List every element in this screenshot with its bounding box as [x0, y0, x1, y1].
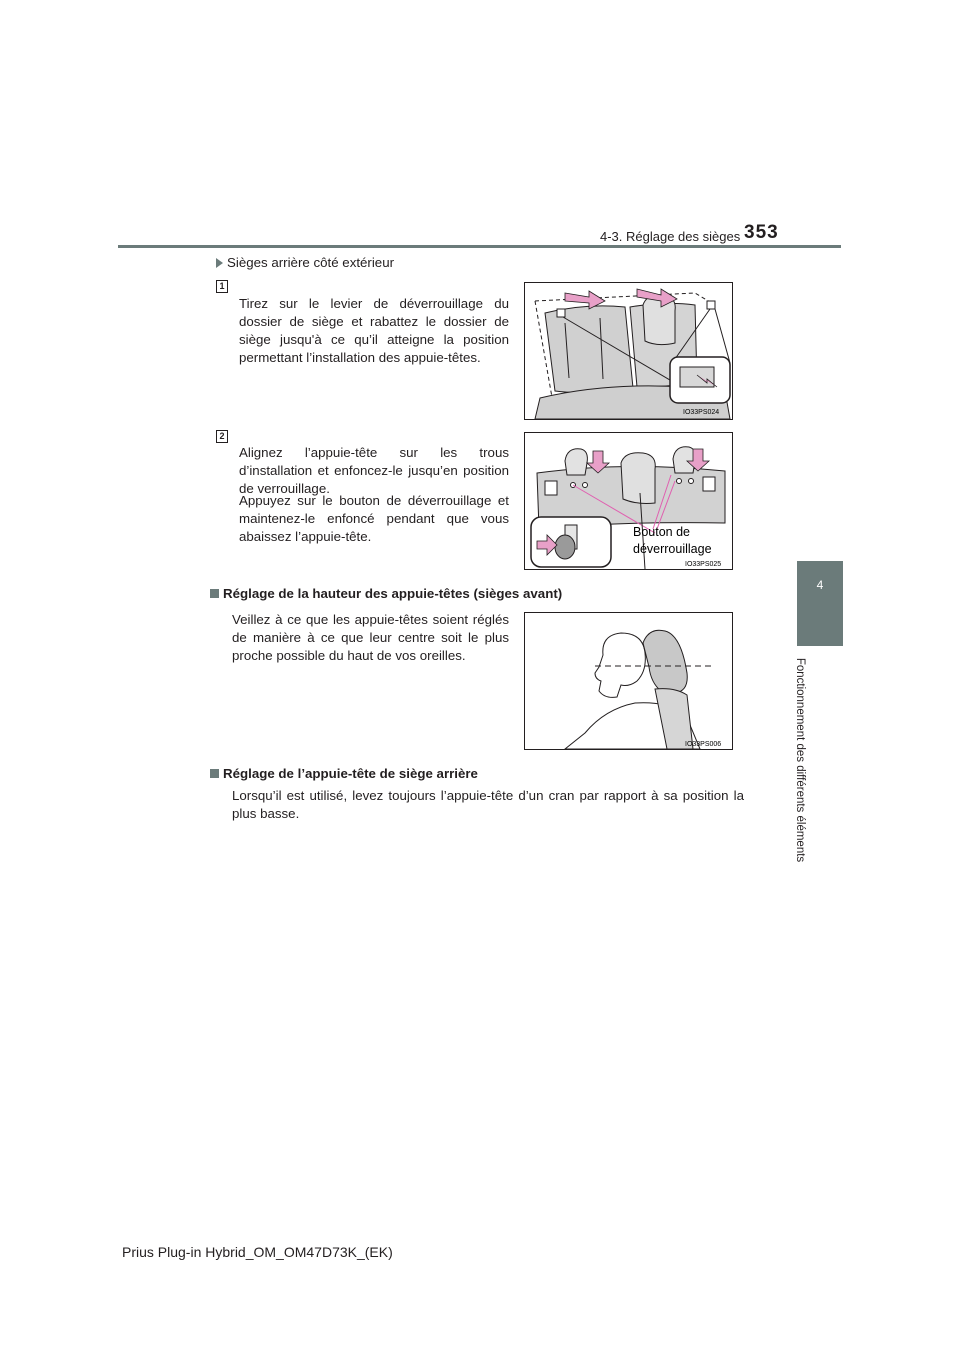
- header-rule: [118, 245, 841, 248]
- release-button-label-1: Bouton de: [633, 525, 690, 539]
- figure-rear-seat-fold: [524, 282, 733, 420]
- release-button-label-2: déverrouillage: [633, 542, 712, 556]
- triangle-icon: [216, 258, 223, 268]
- figure-front-headrest-height: [524, 612, 733, 750]
- figure-headrest-install: [524, 432, 733, 570]
- step-2-text-2: Appuyez sur le bouton de déverrouillage et maintenez-le enfoncé pendant que vous abaissez l’appuie-tête.: [239, 493, 509, 544]
- section-title: 4-3. Réglage des sièges: [600, 229, 741, 244]
- rear-headrest-heading: Réglage de l’appuie-tête de siège arrière: [210, 766, 478, 781]
- footer-document-id: Prius Plug-in Hybrid_OM_OM47D73K_(EK): [122, 1244, 393, 1260]
- page-number: 353: [744, 222, 779, 243]
- rear-headrest-text: Lorsqu’il est utilisé, levez toujours l’appuie-tête d’un cran par rapport à sa position la plus basse.: [232, 788, 744, 821]
- figure-code-025: IO33PS025: [685, 561, 722, 568]
- figure-code-024: IO33PS024: [683, 409, 720, 416]
- front-height-text: Veillez à ce que les appuie-têtes soient réglés de manière à ce que leur centre soit le plus proche possible du haut de vos oreilles.: [232, 612, 509, 663]
- step-2-text: Alignez l’appuie-tête sur les trous d’installation et enfoncez-le jusqu’en position de verrouillage.: [239, 445, 509, 496]
- square-bullet-icon: [210, 769, 219, 778]
- step-number-2: 2: [216, 430, 228, 443]
- step-number-1: 1: [216, 280, 228, 293]
- chapter-title: Fonctionnement des différents éléments: [794, 657, 806, 863]
- figure-code-006: IO33PS006: [685, 741, 722, 748]
- front-height-heading: Réglage de la hauteur des appuie-têtes (sièges avant): [210, 586, 562, 601]
- chapter-tab: 4: [797, 561, 843, 646]
- step-1-text: Tirez sur le levier de déverrouillage du dossier de siège et rabattez le dossier de siège jusqu'à ce qu’il atteigne la position permettant l’installation des appuie-têtes.: [239, 296, 509, 365]
- square-bullet-icon: [210, 589, 219, 598]
- subsection-title: Sièges arrière côté extérieur: [216, 254, 394, 272]
